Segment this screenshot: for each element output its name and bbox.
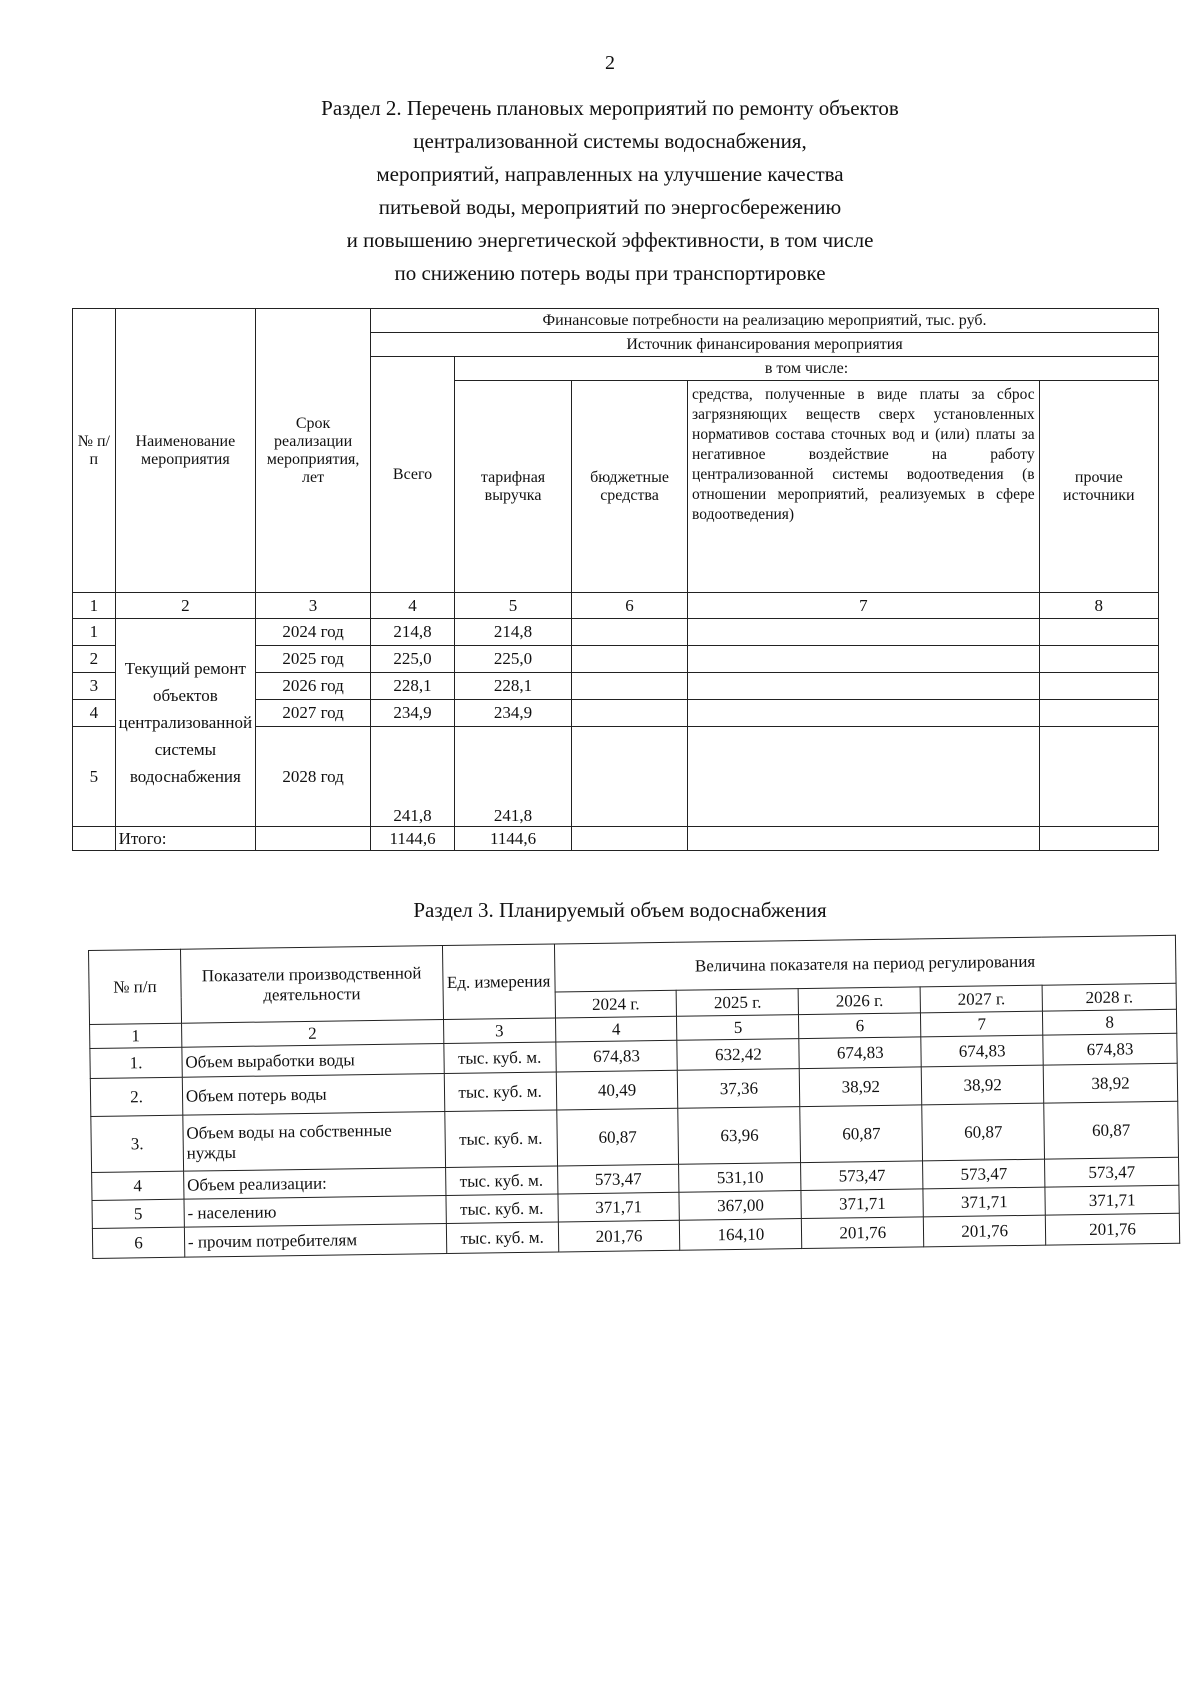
col-number: 7 xyxy=(921,1011,1043,1037)
col-number: 3 xyxy=(256,593,371,619)
row-unit: тыс. куб. м. xyxy=(445,1166,557,1196)
header-year: 2025 г. xyxy=(677,989,799,1017)
row-year: 2025 год xyxy=(256,646,371,673)
activity-name: Текущий ремонт объектов централизованной системы водоснабжения xyxy=(115,619,255,827)
col-number: 3 xyxy=(443,1018,555,1044)
section2-title-line: питьевой воды, мероприятий по энергосбережению xyxy=(378,195,842,219)
col-number: 6 xyxy=(799,1013,921,1039)
total-sum: 1144,6 xyxy=(371,827,455,851)
row-tariff: 214,8 xyxy=(455,619,572,646)
row-value: 573,47 xyxy=(801,1161,923,1191)
header-tariff: тарифная выручка xyxy=(455,381,572,593)
section3-title: Раздел 3. Планируемый объем водоснабжения xyxy=(413,898,827,922)
header-num: № п/п xyxy=(89,949,182,1024)
col-number: 4 xyxy=(371,593,455,619)
col-number: 5 xyxy=(455,593,572,619)
col-number: 8 xyxy=(1039,593,1158,619)
page-number: 2 xyxy=(605,52,615,74)
water-supply-table xyxy=(88,935,1180,1259)
header-num: № п/п xyxy=(73,309,116,593)
header-budget: бюджетные средства xyxy=(572,381,688,593)
header-year: 2024 г. xyxy=(555,990,677,1018)
activities-table xyxy=(72,308,1159,851)
row-value: 674,83 xyxy=(921,1035,1043,1067)
row-value: 164,10 xyxy=(680,1219,802,1251)
col-number: 8 xyxy=(1043,1009,1177,1035)
row-num: 1. xyxy=(90,1047,182,1078)
row-value: 367,00 xyxy=(679,1191,801,1221)
row-unit: тыс. куб. м. xyxy=(443,1042,555,1074)
row-value: 38,92 xyxy=(1043,1063,1177,1103)
row-value: 60,87 xyxy=(800,1105,923,1163)
row-year: 2024 год xyxy=(256,619,371,646)
row-value: 201,76 xyxy=(558,1220,680,1252)
header-term: Срок реализации мероприятия, лет xyxy=(256,309,371,593)
section2-title-line: и повышению энергетической эффективности, в том числе xyxy=(346,228,874,252)
row-num: 4 xyxy=(73,700,116,727)
row-value: 573,47 xyxy=(557,1164,679,1194)
row-value: 674,83 xyxy=(555,1040,677,1072)
col-number: 2 xyxy=(115,593,255,619)
row-unit: тыс. куб. м. xyxy=(444,1072,556,1112)
col-number: 1 xyxy=(90,1023,182,1048)
row-tariff: 228,1 xyxy=(455,673,572,700)
row-num: 3. xyxy=(91,1115,184,1172)
row-indicator: - прочим потребителям xyxy=(184,1224,446,1258)
table-row xyxy=(73,619,1159,646)
header-source: Источник финансирования мероприятия xyxy=(371,333,1159,357)
col-number: 1 xyxy=(73,593,116,619)
row-year: 2026 год xyxy=(256,673,371,700)
row-num: 1 xyxy=(73,619,116,646)
row-total: 234,9 xyxy=(371,700,455,727)
row-value: 201,76 xyxy=(1045,1213,1179,1245)
row-value: 674,83 xyxy=(799,1037,921,1069)
row-indicator: Объем воды на собственные нужды xyxy=(183,1112,446,1172)
total-label: Итого: xyxy=(115,827,255,851)
col-number: 6 xyxy=(572,593,688,619)
row-value: 573,47 xyxy=(1045,1157,1179,1187)
col-number: 5 xyxy=(677,1015,799,1041)
row-value: 371,71 xyxy=(923,1187,1045,1217)
header-total: Всего xyxy=(371,357,455,593)
row-year: 2027 год xyxy=(256,700,371,727)
row-tariff: 241,8 xyxy=(455,727,572,827)
row-value: 371,71 xyxy=(801,1189,923,1219)
row-value: 531,10 xyxy=(679,1163,801,1193)
header-indicator: Показатели производственной деятельности xyxy=(180,946,443,1024)
row-num: 6 xyxy=(92,1227,184,1258)
row-total: 225,0 xyxy=(371,646,455,673)
row-total: 241,8 xyxy=(371,727,455,827)
row-unit: тыс. куб. м. xyxy=(446,1222,558,1254)
header-fees: средства, полученные в виде платы за сброс загрязняющих веществ сверх установленных нормативов состава сточных вод и (или) платы за негативное воздействие на работу централизованной системы водоотведения (в отношении мероприятий, реализуемых в сфере водоотведения) xyxy=(688,381,1040,593)
row-value: 201,76 xyxy=(802,1217,924,1249)
header-period: Величина показателя на период регулирования xyxy=(554,935,1176,992)
section2-title-line: по снижению потерь воды при транспортировке xyxy=(394,261,826,285)
row-indicator: Объем выработки воды xyxy=(182,1044,444,1078)
row-value: 38,92 xyxy=(921,1065,1043,1105)
row-value: 60,87 xyxy=(1044,1101,1179,1159)
row-num: 4 xyxy=(92,1171,184,1200)
row-num: 3 xyxy=(73,673,116,700)
row-value: 60,87 xyxy=(556,1108,679,1166)
row-total: 214,8 xyxy=(371,619,455,646)
row-unit: тыс. куб. м. xyxy=(444,1110,557,1168)
section2-title-line: централизованной системы водоснабжения, xyxy=(413,129,807,153)
row-indicator: Объем реализации: xyxy=(183,1168,445,1200)
row-value: 38,92 xyxy=(800,1067,922,1107)
row-unit: тыс. куб. м. xyxy=(446,1194,558,1224)
header-year: 2027 г. xyxy=(920,985,1042,1013)
row-year: 2028 год xyxy=(256,727,371,827)
header-year: 2028 г. xyxy=(1042,983,1176,1011)
col-number: 7 xyxy=(688,593,1040,619)
section2-title-line: мероприятий, направленных на улучшение качества xyxy=(376,162,844,186)
row-value: 201,76 xyxy=(924,1215,1046,1247)
row-value: 40,49 xyxy=(556,1070,678,1110)
section2-title xyxy=(230,92,990,290)
row-total: 228,1 xyxy=(371,673,455,700)
row-value: 371,71 xyxy=(558,1192,680,1222)
row-num: 2. xyxy=(90,1077,182,1116)
col-number: 2 xyxy=(181,1020,443,1048)
total-row xyxy=(73,827,1159,851)
row-num: 2 xyxy=(73,646,116,673)
row-value: 371,71 xyxy=(1045,1185,1179,1215)
total-tariff: 1144,6 xyxy=(455,827,572,851)
header-incl: в том числе: xyxy=(455,357,1159,381)
row-num: 5 xyxy=(73,727,116,827)
row-value: 674,83 xyxy=(1043,1033,1177,1065)
row-value: 63,96 xyxy=(678,1107,801,1165)
row-value: 632,42 xyxy=(677,1039,799,1071)
row-value: 37,36 xyxy=(678,1069,800,1109)
header-name: Наименование мероприятия xyxy=(115,309,255,593)
header-year: 2026 г. xyxy=(798,987,920,1015)
col-number: 4 xyxy=(555,1016,677,1042)
header-unit: Ед. измерения xyxy=(442,944,555,1020)
section2-title-line: Раздел 2. Перечень плановых мероприятий по ремонту объектов xyxy=(321,96,899,120)
row-indicator: - населению xyxy=(184,1196,446,1228)
row-value: 573,47 xyxy=(923,1159,1045,1189)
row-tariff: 225,0 xyxy=(455,646,572,673)
header-financial: Финансовые потребности на реализацию мероприятий, тыс. руб. xyxy=(371,309,1159,333)
row-value: 60,87 xyxy=(922,1103,1045,1161)
row-tariff: 234,9 xyxy=(455,700,572,727)
row-num: 5 xyxy=(92,1199,184,1228)
header-other: прочие источники xyxy=(1039,381,1158,593)
row-indicator: Объем потерь воды xyxy=(182,1074,444,1116)
